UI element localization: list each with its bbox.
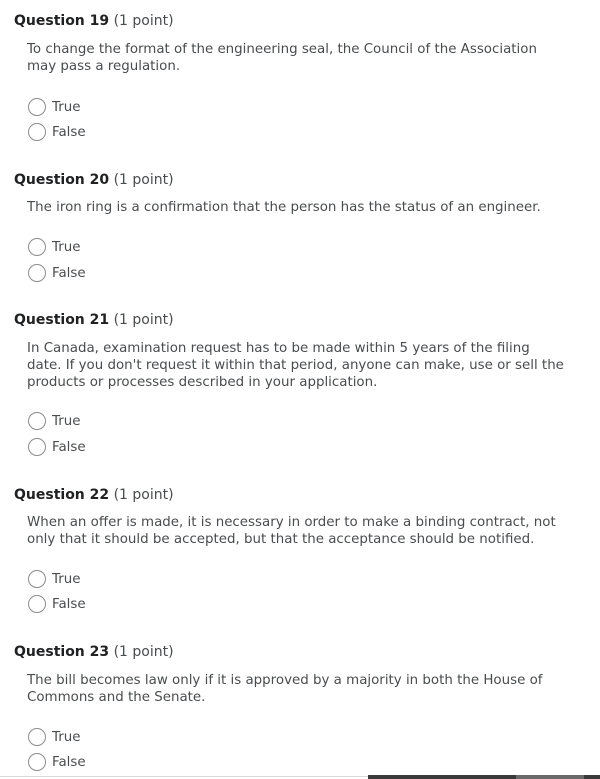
option-false[interactable] bbox=[28, 595, 148, 615]
question-text: In Canada, examination request has to be made within 5 years of the filing date. If you don't request it within that period, anyone can make, use or sell the products or processes described in your application. bbox=[27, 341, 564, 390]
question-label: Question 19 bbox=[14, 13, 110, 29]
option-false[interactable] bbox=[28, 264, 148, 284]
radio-button[interactable] bbox=[28, 238, 46, 256]
question-text: The bill becomes law only if it is approved by a majority in both the House of Commons and the Senate. bbox=[27, 673, 543, 705]
option-false[interactable] bbox=[28, 753, 148, 773]
option-label: False bbox=[52, 266, 86, 281]
question-text: The iron ring is a confirmation that the person has the status of an engineer. bbox=[27, 200, 541, 215]
question-label: Question 22 bbox=[14, 487, 110, 503]
option-label: True bbox=[52, 730, 81, 745]
question-header bbox=[14, 486, 174, 504]
bottom-divider bbox=[0, 776, 368, 777]
question-text: When an offer is made, it is necessary in order to make a binding contract, not only that it should be accepted, but that the acceptance should be notified. bbox=[27, 515, 556, 547]
option-true[interactable] bbox=[28, 412, 148, 432]
option-false[interactable] bbox=[28, 438, 148, 458]
option-true[interactable] bbox=[28, 728, 148, 748]
bottom-scrollbar[interactable] bbox=[368, 775, 600, 779]
radio-button[interactable] bbox=[28, 728, 46, 746]
question-header bbox=[14, 311, 174, 329]
radio-button[interactable] bbox=[28, 123, 46, 141]
question-label: Question 21 bbox=[14, 312, 110, 328]
option-label: True bbox=[52, 100, 81, 115]
option-label: False bbox=[52, 597, 86, 612]
option-label: False bbox=[52, 125, 86, 140]
radio-button[interactable] bbox=[28, 753, 46, 771]
question-header bbox=[14, 12, 174, 30]
question-points: (1 point) bbox=[113, 13, 174, 29]
option-label: True bbox=[52, 572, 81, 587]
radio-button[interactable] bbox=[28, 595, 46, 613]
radio-button[interactable] bbox=[28, 570, 46, 588]
radio-button[interactable] bbox=[28, 264, 46, 282]
question-points: (1 point) bbox=[113, 172, 174, 188]
question-header bbox=[14, 643, 174, 661]
option-false[interactable] bbox=[28, 123, 148, 143]
radio-button[interactable] bbox=[28, 438, 46, 456]
option-label: False bbox=[52, 755, 86, 770]
option-label: False bbox=[52, 440, 86, 455]
question-header bbox=[14, 171, 174, 189]
question-points: (1 point) bbox=[113, 312, 174, 328]
option-label: True bbox=[52, 414, 81, 429]
question-points: (1 point) bbox=[113, 644, 174, 660]
option-true[interactable] bbox=[28, 238, 148, 258]
option-true[interactable] bbox=[28, 570, 148, 590]
option-true[interactable] bbox=[28, 98, 148, 118]
question-label: Question 20 bbox=[14, 172, 110, 188]
radio-button[interactable] bbox=[28, 98, 46, 116]
question-text: To change the format of the engineering seal, the Council of the Association may pass a regulation. bbox=[27, 42, 537, 74]
question-label: Question 23 bbox=[14, 644, 110, 660]
radio-button[interactable] bbox=[28, 412, 46, 430]
question-points: (1 point) bbox=[113, 487, 174, 503]
option-label: True bbox=[52, 240, 81, 255]
scrollbar-thumb[interactable] bbox=[516, 775, 584, 779]
